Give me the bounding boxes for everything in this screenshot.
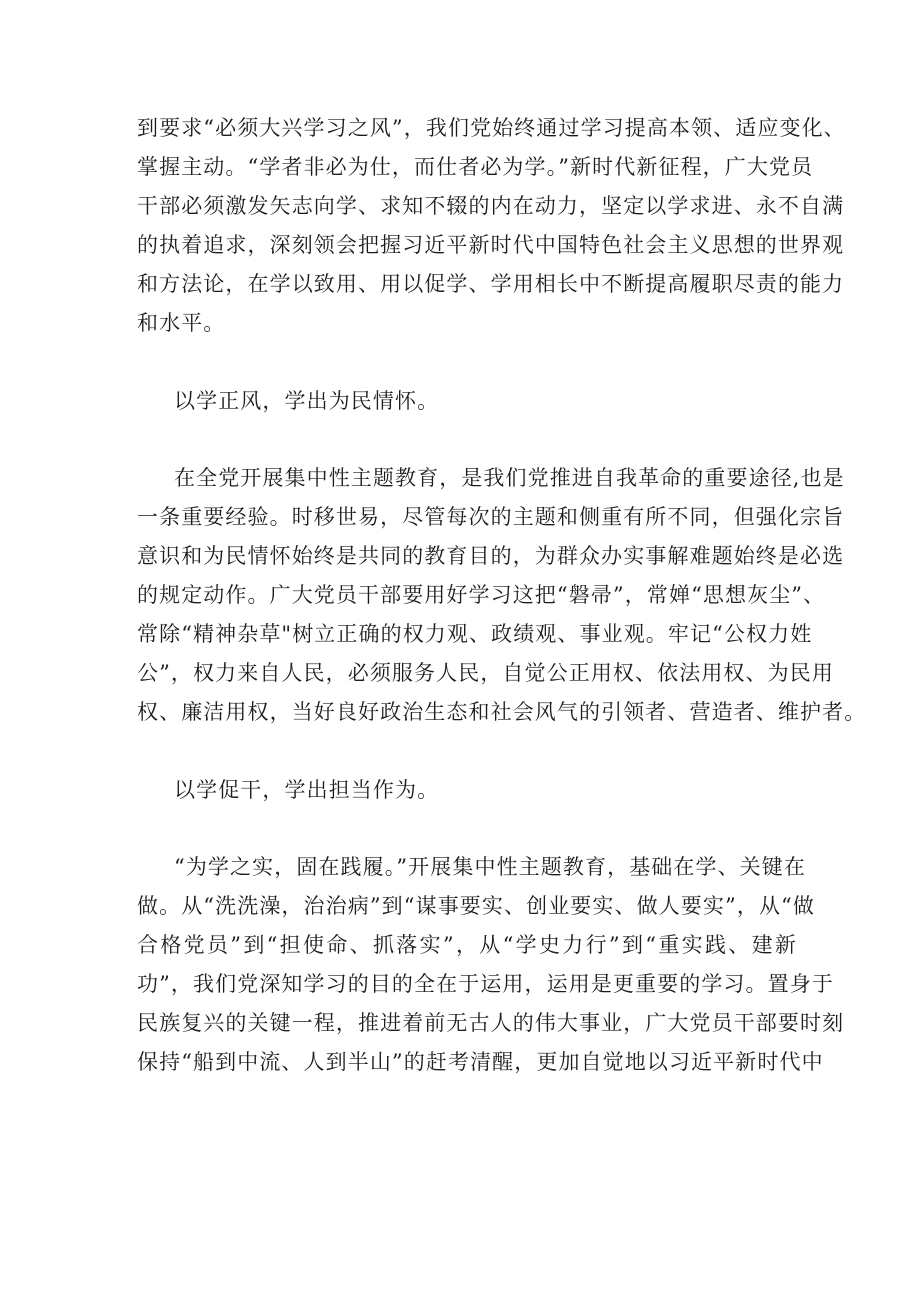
paragraph-3-line-2: 做。从“洗洗澡，治治病”到“谋事要实、创业要实、做人要实”，从“做 <box>137 894 815 918</box>
section-heading-1: 以学正风，学出为民情怀。 <box>174 389 440 413</box>
paragraph-3-line-1: “为学之实，固在践履。”开展集中性主题教育，基础在学、关键在 <box>174 855 806 879</box>
paragraph-2-line-7: 权、廉洁用权，当好良好政治生态和社会风气的引领者、营造者、维护者。 <box>137 700 867 724</box>
paragraph-2-line-6: 公”，权力来自人民，必须服务人民，自觉公正用权、依法用权、为民用 <box>137 661 834 685</box>
paragraph-3-line-3: 合格党员”到“担使命、抓落实”，从“学史力行”到“重实践、建新 <box>137 933 797 957</box>
section-heading-2: 以学促干，学出担当作为。 <box>174 778 440 802</box>
paragraph-1-line-3: 干部必须激发矢志向学、求知不辍的内在动力，坚定以学求进、永不自满 <box>137 194 845 218</box>
paragraph-3-line-6: 保持“船到中流、人到半山”的赶考清醒，更加自觉地以习近平新时代中 <box>137 1050 824 1074</box>
paragraph-2-line-2: 一条重要经验。时移世易，尽管每次的主题和侧重有所不同，但强化宗旨 <box>137 505 845 529</box>
paragraph-2-line-5: 常除“精神杂草"树立正确的权力观、政绩观、事业观。牢记“公权力姓 <box>137 622 813 646</box>
paragraph-2-line-1: 在全党开展集中性主题教育，是我们党推进自我革命的重要途径,也是 <box>174 466 845 490</box>
paragraph-2-line-4: 的规定动作。广大党员干部要用好学习这把“磐帚”，常婵“思想灰尘”、 <box>137 583 826 607</box>
paragraph-2-line-3: 意识和为民情怀始终是共同的教育目的，为群众办实事解难题始终是必选 <box>137 544 845 568</box>
paragraph-1-line-1: 到要求“必须大兴学习之风”，我们党始终通过学习提高本领、适应变化、 <box>137 116 846 140</box>
paragraph-1-line-2: 掌握主动。“学者非必为仕，而仕者必为学。”新时代新征程，广大党员 <box>137 155 814 179</box>
paragraph-1-line-5: 和方法论，在学以致用、用以促学、学用相长中不断提高履职尽责的能力 <box>137 272 845 296</box>
paragraph-1-line-6: 和水平。 <box>137 311 226 335</box>
paragraph-1-line-4: 的执着追求，深刻领会把握习近平新时代中国特色社会主义思想的世界观 <box>137 233 845 257</box>
paragraph-3-line-5: 民族复兴的关键一程，推进着前无古人的伟大事业，广大党员干部要时刻 <box>137 1011 845 1035</box>
paragraph-3-line-4: 功”，我们党深知学习的目的全在于运用，运用是更重要的学习。置身于 <box>137 972 834 996</box>
